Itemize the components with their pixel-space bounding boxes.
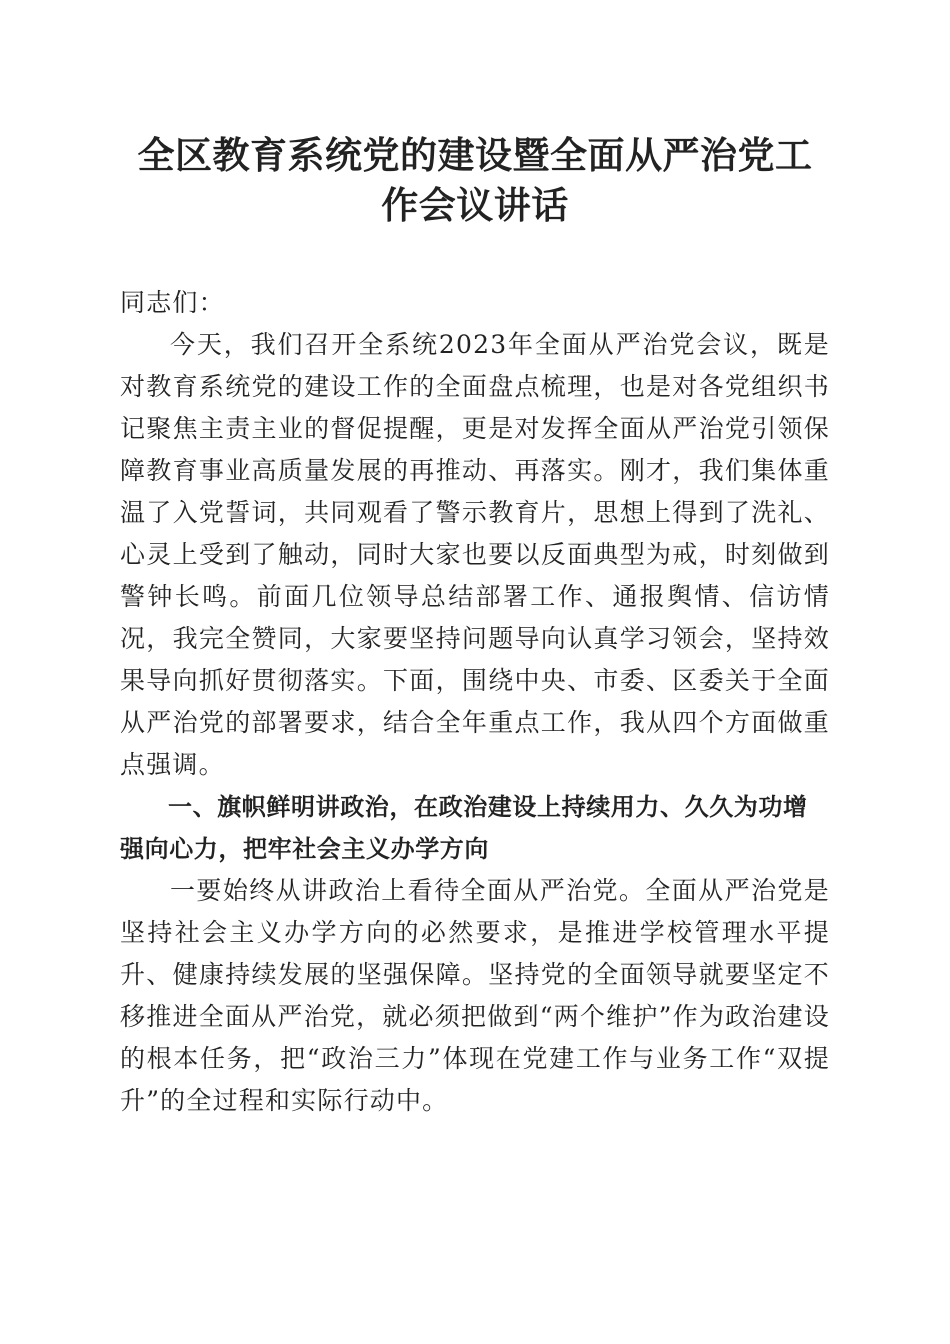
document-title: 全区教育系统党的建设暨全面从严治党工作会议讲话 bbox=[137, 133, 813, 227]
document-page bbox=[120, 130, 830, 1122]
paragraph-section-1: 一要始终从讲政治上看待全面从严治党。全面从严治党是坚持社会主义办学方向的必然要求，是推进学校管理水平提升、健康持续发展的坚强保障。坚持党的全面领导就要坚定不移推进全面从严治党，就必须把做到“两个维护”作为政治建设的根本任务，把“政治三力”体现在党建工作与业务工作“双提升”的全过程和实际行动中。 bbox=[120, 876, 830, 1115]
salutation: 同志们： bbox=[120, 288, 225, 317]
section-heading-1: 一、旗帜鲜明讲政治，在政治建设上持续用力、久久为功增强向心力，把牢社会主义办学方向 bbox=[120, 793, 808, 863]
paragraph-opening: 今天，我们召开全系统2023年全面从严治党会议，既是对教育系统党的建设工作的全面盘点梳理，也是对各党组织书记聚焦主责主业的督促提醒，更是对发挥全面从严治党引领保障教育事业高质量发展的再推动、再落实。刚才，我们集体重温了入党誓词，共同观看了警示教育片，思想上得到了洗礼、心灵上受到了触动，同时大家也要以反面典型为戒，时刻做到警钟长鸣。前面几位领导总结部署工作、通报舆情、信访情况，我完全赞同，大家要坚持问题导向认真学习领会，坚持效果导向抓好贯彻落实。下面，围绕中央、市委、区委关于全面从严治党的部署要求，结合全年重点工作，我从四个方面做重点强调。 bbox=[120, 330, 830, 779]
